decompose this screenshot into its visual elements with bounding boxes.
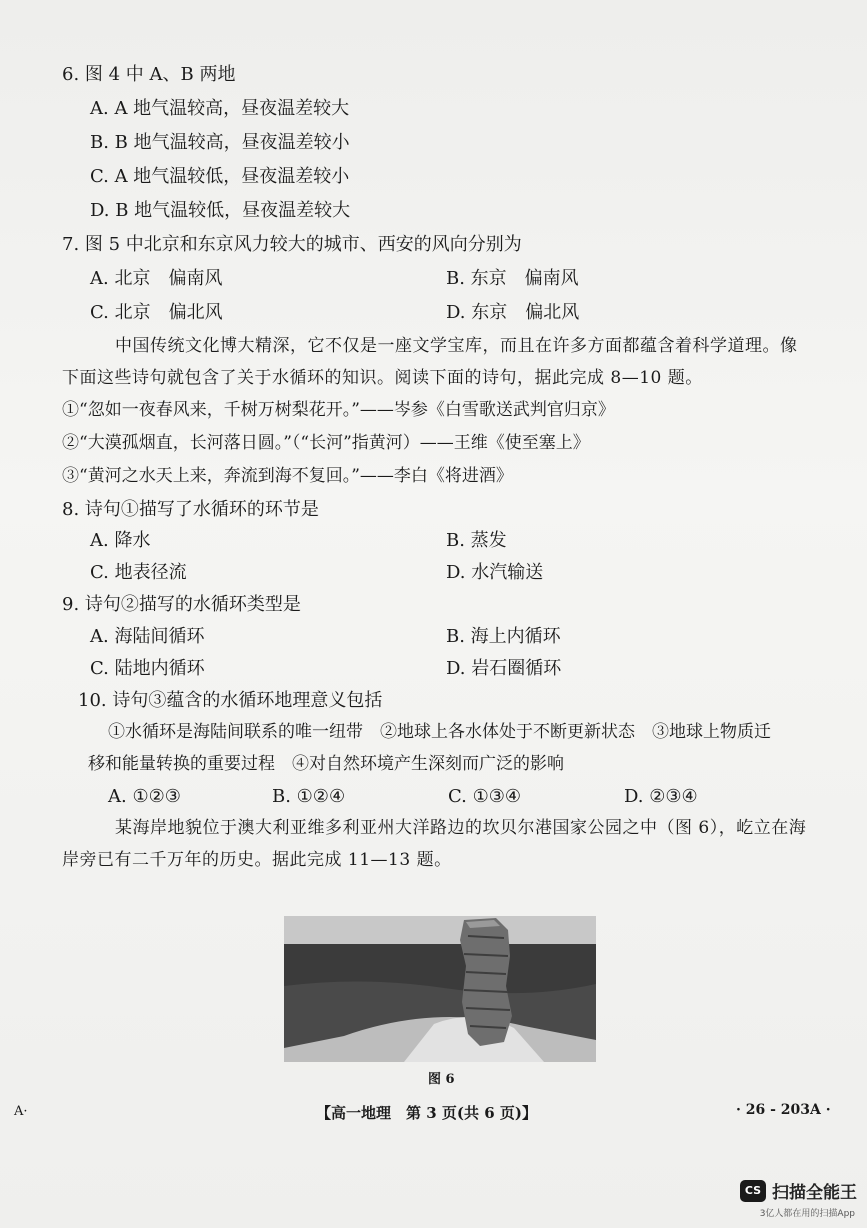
q6-stem: 6. 图 4 中 A、B 两地	[62, 64, 236, 85]
q10-option-b: B. ①②④	[272, 786, 346, 807]
footer-code: · 26 - 203A ·	[736, 1102, 831, 1118]
q7-option-b: B. 东京 偏南风	[446, 268, 579, 289]
intro-11-13-line2: 岸旁已有二千万年的历史。据此完成 11—13 题。	[62, 850, 452, 870]
scanner-watermark	[740, 1178, 857, 1203]
sea-stack-photo	[284, 916, 596, 1062]
intro-8-10-line1: 中国传统文化博大精深，它不仅是一座文学宝库，而且在许多方面都蕴含着科学道理。像	[115, 336, 798, 356]
q9-option-d: D. 岩石圈循环	[446, 658, 562, 679]
scanner-app-name: 扫描全能王	[772, 1183, 857, 1203]
q6-option-d: D. B 地气温较低，昼夜温差较大	[90, 200, 351, 221]
footer-left-mark: A·	[14, 1104, 28, 1119]
intro-11-13-line1: 某海岸地貌位于澳大利亚维多利亚州大洋路边的坎贝尔港国家公园之中（图 6），屹立在海	[115, 818, 807, 838]
q10-option-d: D. ②③④	[624, 786, 698, 807]
q8-stem: 8. 诗句①描写了水循环的环节是	[62, 499, 319, 520]
camscanner-logo-icon: CS	[740, 1180, 766, 1202]
intro-8-10-line2: 下面这些诗句就包含了关于水循环的知识。阅读下面的诗句，据此完成 8—10 题。	[62, 368, 703, 388]
q6-option-a: A. A 地气温较高，昼夜温差较大	[90, 98, 350, 119]
q9-option-a: A. 海陆间循环	[90, 626, 205, 647]
q9-stem: 9. 诗句②描写的水循环类型是	[62, 594, 301, 615]
q8-option-b: B. 蒸发	[446, 530, 507, 551]
q7-option-a: A. 北京 偏南风	[90, 268, 223, 289]
q10-stem: 10. 诗句③蕴含的水循环地理意义包括	[78, 690, 383, 711]
poem-1: ①“忽如一夜春风来，千树万树梨花开。”——岑参《白雪歌送武判官归京》	[62, 400, 615, 420]
q7-stem: 7. 图 5 中北京和东京风力较大的城市、西安的风向分别为	[62, 234, 522, 255]
q6-option-c: C. A 地气温较低，昼夜温差较小	[90, 166, 350, 187]
q8-option-d: D. 水汽输送	[446, 562, 544, 583]
q6-option-b: B. B 地气温较高，昼夜温差较小	[90, 132, 350, 153]
q10-statements-line2: 移和能量转换的重要过程 ④对自然环境产生深刻而广泛的影响	[88, 754, 564, 774]
sea-stack-illustration	[284, 916, 596, 1062]
poem-2: ②“大漠孤烟直，长河落日圆。”（“长河”指黄河）——王维《使至塞上》	[62, 433, 590, 453]
scanner-tagline: 3亿人都在用的扫描App	[759, 1209, 855, 1219]
q8-option-a: A. 降水	[90, 530, 151, 551]
q8-option-c: C. 地表径流	[90, 562, 187, 583]
q9-option-b: B. 海上内循环	[446, 626, 561, 647]
q7-option-d: D. 东京 偏北风	[446, 302, 580, 323]
footer-page-info: 【高一地理 第 3 页(共 6 页)】	[316, 1104, 537, 1122]
figure-caption: 图 6	[428, 1072, 455, 1087]
poem-3: ③“黄河之水天上来，奔流到海不复回。”——李白《将进酒》	[62, 466, 513, 486]
q10-statements-line1: ①水循环是海陆间联系的唯一纽带 ②地球上各水体处于不断更新状态 ③地球上物质迁	[108, 722, 771, 742]
q10-option-a: A. ①②③	[108, 786, 181, 807]
q9-option-c: C. 陆地内循环	[90, 658, 205, 679]
q7-option-c: C. 北京 偏北风	[90, 302, 223, 323]
q10-option-c: C. ①③④	[448, 786, 521, 807]
